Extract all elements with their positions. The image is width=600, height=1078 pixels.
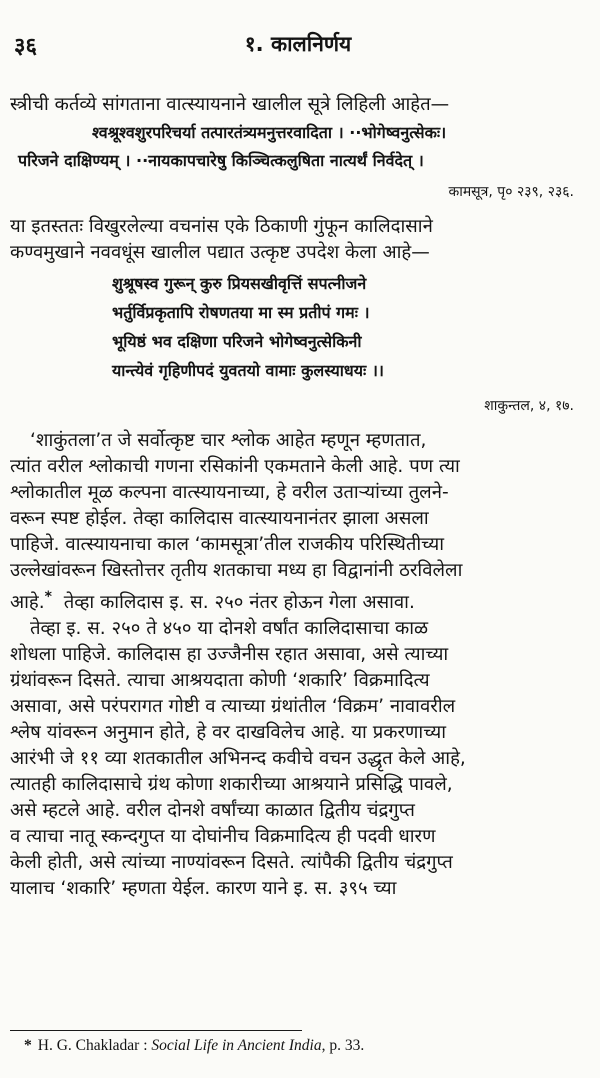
paragraph-line: उल्लेखांवरून खिस्तोत्तर तृतीय शतकाचा मध्य हा विद्वानांनी ठरविलेला	[10, 560, 463, 581]
intro-line: स्त्रीची कर्तव्ये सांगताना वात्स्यायनाने खालील सूत्रे लिहिली आहेत—	[10, 94, 450, 115]
paragraph-line: केली होती, असे त्यांच्या नाण्यांवरून दिसते. त्यांपैकी द्वितीय चंद्रगुप्त	[10, 852, 453, 873]
verse-line: यान्त्येवं गृहिणीपदं युवतयो वामाः कुलस्याधयः ।।	[112, 361, 384, 380]
verse-line: भूयिष्ठं भव दक्षिणा परिजने भोगेष्वनुत्सेकिनी	[112, 332, 362, 351]
paragraph-line: यालाच ‘शकारि’ म्हणता येईल. कारण याने इ. स. ३९५ च्या	[10, 878, 397, 899]
verse-source: शाकुन्तल, ४, १७.	[484, 398, 574, 414]
paragraph-line: वरून स्पष्ट होईल. तेव्हा कालिदास वात्स्यायनानंतर झाला असला	[10, 508, 429, 529]
paragraph-line: त्यांत वरील श्लोकाची गणना रसिकांनी एकमताने केली आहे. पण त्या	[10, 456, 460, 477]
paragraph-line: पाहिजे. वात्स्यायनाचा काल ‘कामसूत्रा’तील राजकीय परिस्थितीच्या	[10, 534, 445, 555]
page-header	[14, 30, 582, 60]
paragraph-line: असे म्हटले आहे. वरील दोनशे वर्षांच्या काळात द्वितीय चंद्रगुप्त	[10, 800, 415, 821]
paragraph-line: श्लेष यांवरून अनुमान होते, हे वर दाखविलेच आहे. या प्रकरणाच्या	[10, 722, 447, 743]
sutra-line: परिजने दाक्षिण्यम् । ··नायकापचारेषु किञ्चित्कलुषिता नात्यर्थं निर्वदेत् ।	[18, 151, 424, 170]
paragraph-line	[10, 584, 415, 616]
footnote-marker: *	[24, 1037, 32, 1054]
footnote-page: , p. 33.	[321, 1037, 365, 1054]
paragraph-line: ग्रंथांवरून दिसते. त्याचा आश्रयदाता कोणी ‘शकारि’ विक्रमादित्य	[10, 670, 430, 691]
footnote-reference[interactable]: *	[44, 589, 52, 605]
paragraph-line: व त्याचा नातू स्कन्दगुप्त या दोघांनीच विक्रमादित्य ही पदवी धारण	[10, 826, 436, 847]
sutra-line: श्वश्रूश्वशुरपरिचर्या तत्पारतंत्र्यमनुत्तरवादिता । ··भोगेष्वनुत्सेकः।	[92, 123, 447, 142]
page-number: ३६	[14, 34, 37, 59]
paragraph-text: आहे.	[10, 592, 45, 614]
paragraph-line: आरंभी जे ११ व्या शतकातील अभिनन्द कवीचे वचन उद्धृत केले आहे,	[10, 748, 466, 769]
footnote-title: Social Life in Ancient India	[151, 1037, 322, 1054]
sutra-source: कामसूत्र, पृ० २३९, २३६.	[448, 184, 574, 200]
paragraph-line: या इतस्ततः विखुरलेल्या वचनांस एके ठिकाणी गुंफून कालिदासाने	[10, 216, 433, 237]
verse-line: शुश्रूषस्व गुरून् कुरु प्रियसखीवृत्तिं सपत्नीजने	[112, 274, 367, 293]
paragraph-line: ‘शाकुंतला’त जे सर्वोत्कृष्ट चार श्लोक आहेत म्हणून म्हणतात,	[30, 430, 427, 451]
paragraph-line: त्यातही कालिदासाचे ग्रंथ कोणा शकारीच्या आश्रयाने प्रसिद्धि पावले,	[10, 774, 453, 795]
footnote-divider	[10, 1030, 302, 1031]
footnote	[24, 1037, 364, 1055]
paragraph-line: शोधला पाहिजे. कालिदास हा उज्जैनीस रहात असावा, असे त्याच्या	[10, 644, 449, 665]
verse-line: भर्तुर्विप्रकृतापि रोषणतया मा स्म प्रतीपं गमः ।	[112, 303, 370, 322]
paragraph-line: तेव्हा इ. स. २५० ते ४५० या दोनशे वर्षांत कालिदासाचा काळ	[30, 618, 429, 639]
paragraph-line: श्लोकातील मूळ कल्पना वात्स्यायनाच्या, हे वरील उताऱ्यांच्या तुलने-	[10, 482, 449, 503]
running-head: १. कालनिर्णय	[244, 32, 352, 56]
paragraph-line: कण्वमुखाने नववधूंस खालील पद्यात उत्कृष्ट उपदेश केला आहे—	[10, 242, 430, 263]
paragraph-text: तेव्हा कालिदास इ. स. २५० नंतर होऊन गेला असावा.	[51, 592, 415, 614]
footnote-author: H. G. Chakladar :	[37, 1037, 152, 1054]
paragraph-line: असावा, असे परंपरागत गोष्टी व त्याच्या ग्रंथांतील ‘विक्रम’ नावावरील	[10, 696, 456, 717]
